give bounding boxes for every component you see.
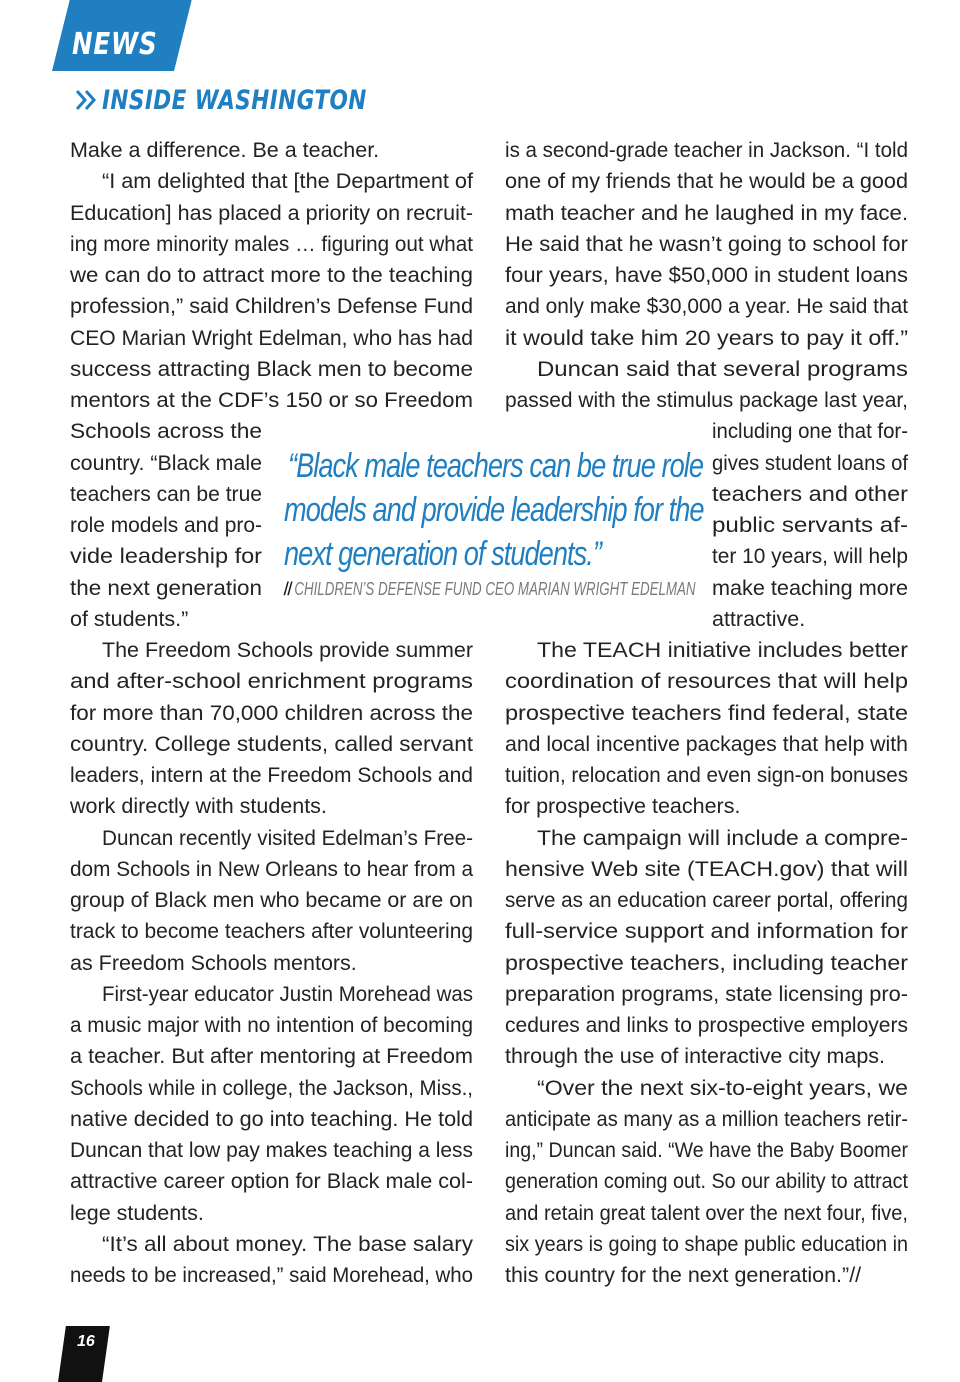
subsection-title: INSIDE WASHINGTON [102,84,367,116]
pull-quote-line: next generation of students.” [284,535,601,573]
right-column-line: passed with the stimulus package last year, [505,388,908,412]
left-column-line: group of Black men who became or are on [70,888,473,912]
right-column-line: public servants af- [712,513,908,537]
left-column-line: a teacher. But after mentoring at Freedom [70,1044,473,1069]
left-column-line: as Freedom Schools mentors. [70,950,357,975]
right-column-line: prospective teachers find federal, state [505,700,908,725]
left-column-line: attractive career option for Black male col- [70,1169,473,1194]
left-column-line: work directly with students. [70,794,327,819]
right-column-line: is a second-grade teacher in Jackson. “I told [505,138,908,162]
section-label: NEWS [72,27,158,62]
left-column-line: teachers can be true [70,481,262,506]
right-column-line: through the use of interactive city maps. [505,1044,886,1069]
right-column-line: math teacher and he laughed in my face. [505,200,908,225]
right-column-line: it would take him 20 years to pay it off.” [505,325,908,350]
right-column-line: this country for the next generation.”// [505,1263,862,1287]
left-column-line: dom Schools in New Orleans to hear from a [70,856,473,881]
left-column-line: the next generation [70,575,262,600]
right-column-line: generation coming out. So our ability to attract [505,1169,908,1194]
right-column-line: and retain great talent over the next four, five, [505,1200,908,1225]
right-column-line: teachers and other [712,481,908,506]
right-column-line: anticipate as many as a million teachers retir- [505,1106,908,1131]
left-column-line: profession,” said Children’s Defense Fund [70,294,473,319]
left-column-line: CEO Marian Wright Edelman, who has had [70,325,473,350]
left-column-line: track to become teachers after volunteering [70,919,473,944]
pull-quote-attribution [284,579,695,600]
double-chevron-icon [74,87,100,113]
right-column-line: cedures and links to prospective employers [505,1013,908,1037]
left-column-line: mentors at the CDF’s 150 or so Freedom [70,388,473,412]
right-column-line: coordination of resources that will help [505,669,908,694]
left-column-line: we can do to attract more to the teaching [70,263,473,287]
right-column-line: prospective teachers, including teacher [505,950,908,975]
right-column-line: six years is going to shape public education in [505,1231,908,1256]
left-column-line: of students.” [70,606,189,631]
left-column-line: The Freedom Schools provide summer [102,638,473,662]
right-column-line: four years, have $50,000 in student loans [505,263,908,287]
left-column-line: needs to be increased,” said Morehead, who [70,1263,473,1287]
left-column-line: country. College students, called servant [70,731,473,756]
attribution-mark: // [284,579,292,599]
left-column-line: Make a difference. Be a teacher. [70,138,380,162]
right-column-line: “Over the next six-to-eight years, we [537,1075,908,1100]
right-column-line: attractive. [712,606,806,631]
left-column-line: Education] has placed a priority on recruit- [70,200,473,225]
left-column-line: “I am delighted that [the Department of [102,169,473,194]
subsection-header [74,84,433,116]
left-column-line: First-year educator Justin Morehead was [102,981,473,1006]
page-number: 16 [77,1333,95,1350]
right-column-line: He said that he wasn’t going to school for [505,231,908,256]
left-column-line: Duncan recently visited Edelman’s Free- [102,825,473,850]
left-column-line: native decided to go into teaching. He told [70,1106,473,1131]
left-column-line: leaders, intern at the Freedom Schools and [70,763,473,787]
right-column-line: The campaign will include a compre- [537,825,908,850]
right-column-line: ter 10 years, will help [712,544,908,569]
right-column-line: for prospective teachers. [505,794,741,819]
right-column-line: ing,” Duncan said. “We have the Baby Boomer [505,1138,908,1162]
left-column-line: “It’s all about money. The base salary [102,1231,473,1256]
left-column-line: Duncan that low pay makes teaching a less [70,1138,473,1162]
left-column-line: Schools while in college, the Jackson, Miss., [70,1075,473,1100]
left-column-line: lege students. [70,1200,204,1225]
right-column-line: full-service support and information for [505,919,908,944]
right-column-line: serve as an education career portal, offering [505,888,908,912]
right-column-line: and local incentive packages that help with [505,731,908,756]
right-column-line: tuition, relocation and even sign-on bonuses [505,763,908,787]
pull-quote-line: models and provide leadership for the [284,491,704,529]
right-column-line: gives student loans of [712,450,908,475]
right-column-line: including one that for- [712,419,908,444]
attribution-name: CHILDREN’S DEFENSE FUND CEO MARIAN WRIGHT EDELMAN [294,579,696,599]
right-column-line: preparation programs, state licensing pro- [505,981,908,1006]
left-column-line: ing more minority males … figuring out what [70,231,473,256]
left-column-line: success attracting Black men to become [70,356,473,381]
right-column-line: The TEACH initiative includes better [537,638,908,662]
right-column-line: and only make $30,000 a year. He said that [505,294,908,319]
left-column-line: Schools across the [70,419,262,444]
right-column-line: Duncan said that several programs [537,356,908,381]
pull-quote-line: “Black male teachers can be true role [288,447,704,485]
left-column-line: vide leadership for [70,544,262,569]
right-column-line: one of my friends that he would be a good [505,169,908,194]
left-column-line: country. “Black male [70,450,262,475]
left-column-line: a music major with no intention of becoming [70,1013,473,1037]
right-column-line: hensive Web site (TEACH.gov) that will [505,856,908,881]
left-column-line: role models and pro- [70,513,262,537]
left-column-line: and after-school enrichment programs [70,669,473,694]
right-column-line: make teaching more [712,575,908,600]
left-column-line: for more than 70,000 children across the [70,700,473,725]
